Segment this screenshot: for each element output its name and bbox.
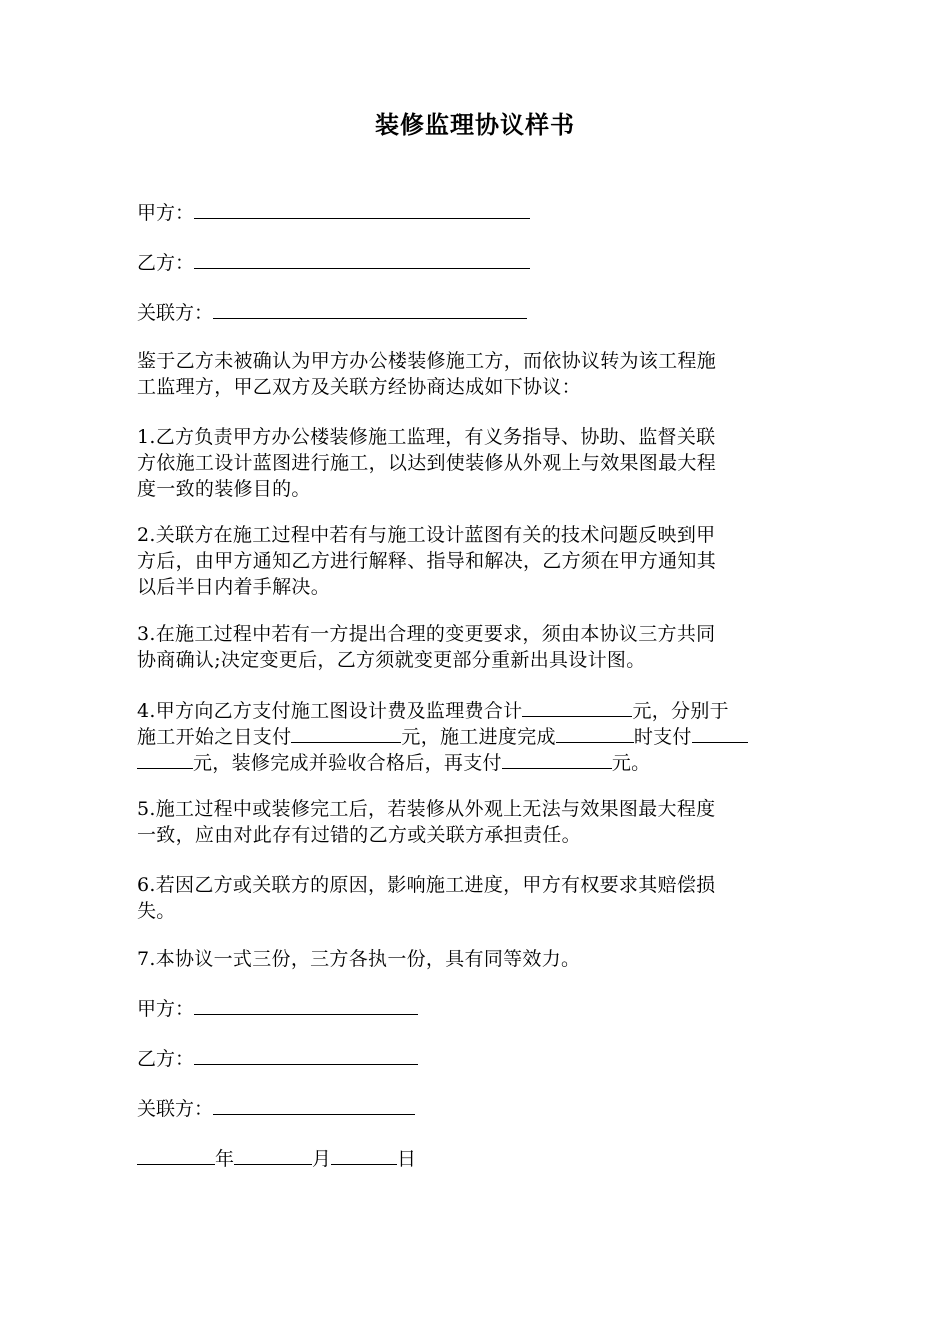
progress-blank [556,724,634,743]
party-b-blank [194,250,530,269]
clause4-text: 4.甲方向乙方支付施工图设计费及监理费合计 [137,700,523,722]
clause4-text: 时支付 [633,726,692,748]
signature-party-b [137,1046,418,1072]
signature-party-a [137,996,418,1022]
month-blank [234,1146,312,1165]
clause4-text: 元。 [611,752,651,774]
related-party-signature-blank [213,1096,415,1115]
text-line: 6.若因乙方或关联方的原因，影响施工进度，甲方有权要求其赔偿损 [137,874,716,896]
document-title: 装修监理协议样书 [375,110,575,139]
text-line: 方依施工设计蓝图进行施工，以达到使装修从外观上与效果图最大程 [137,452,717,474]
party-a-label: 甲方： [137,202,195,224]
clause-7 [137,946,817,972]
total-fee-blank [522,698,632,717]
clause4-text: 元，分别于 [632,700,729,722]
clause-5 [137,796,817,848]
text-line: 以后半日内着手解决。 [137,576,331,598]
month-label: 月 [312,1148,332,1170]
related-party-label: 关联方： [137,302,214,324]
clause4-text: 元，施工进度完成 [401,726,556,748]
text-line: 2.关联方在施工过程中若有与施工设计蓝图有关的技术问题反映到甲 [137,524,716,546]
signature-related-party [137,1096,415,1122]
header-party-b [137,250,530,276]
year-blank [137,1146,215,1165]
text-line: 工监理方，甲乙双方及关联方经协商达成如下协议： [137,376,581,398]
header-party-a [137,200,530,226]
text-line [137,750,817,776]
party-b-label: 乙方： [137,252,195,274]
clause-3 [137,621,817,673]
text-line: 协商确认;决定变更后，乙方须就变更部分重新出具设计图。 [137,649,646,671]
text-line: 方后，由甲方通知乙方进行解释、指导和解决，乙方须在甲方通知其 [137,550,717,572]
text-line: 3.在施工过程中若有一方提出合理的变更要求，须由本协议三方共同 [137,623,716,645]
final-payment-blank [502,750,612,769]
preamble-paragraph [137,348,817,400]
text-line: 鉴于乙方未被确认为甲方办公楼装修施工方，而依协议转为该工程施 [137,350,717,372]
text-line: 1.乙方负责甲方办公楼装修施工监理，有义务指导、协助、监督关联 [137,426,716,448]
party-a-label: 甲方： [137,998,195,1020]
day-blank [331,1146,397,1165]
text-line: 5.施工过程中或装修完工后，若装修从外观上无法与效果图最大程度 [137,798,716,820]
related-party-label: 关联方： [137,1098,214,1120]
date-line [137,1146,416,1172]
clause-1 [137,424,817,502]
text-line [137,724,817,750]
text-line [137,698,817,724]
party-a-blank [194,200,530,219]
text-line: 7.本协议一式三份，三方各执一份，具有同等效力。 [137,948,581,970]
header-related-party [137,300,527,326]
clause4-text: 施工开始之日支付 [137,726,292,748]
progress-payment-blank-cont [137,750,193,769]
clause-2 [137,522,817,600]
text-line: 一致，应由对此存有过错的乙方或关联方承担责任。 [137,824,581,846]
start-payment-blank [291,724,401,743]
text-line: 失。 [137,900,176,922]
clause-6 [137,872,817,924]
party-b-label: 乙方： [137,1048,195,1070]
progress-payment-blank [692,724,748,743]
related-party-blank [213,300,527,319]
party-b-signature-blank [194,1046,418,1065]
party-a-signature-blank [194,996,418,1015]
clause4-text: 元，装修完成并验收合格后，再支付 [193,752,502,774]
text-line: 度一致的装修目的。 [137,478,311,500]
clause-4 [137,698,817,776]
year-label: 年 [215,1148,235,1170]
day-label: 日 [397,1148,417,1170]
